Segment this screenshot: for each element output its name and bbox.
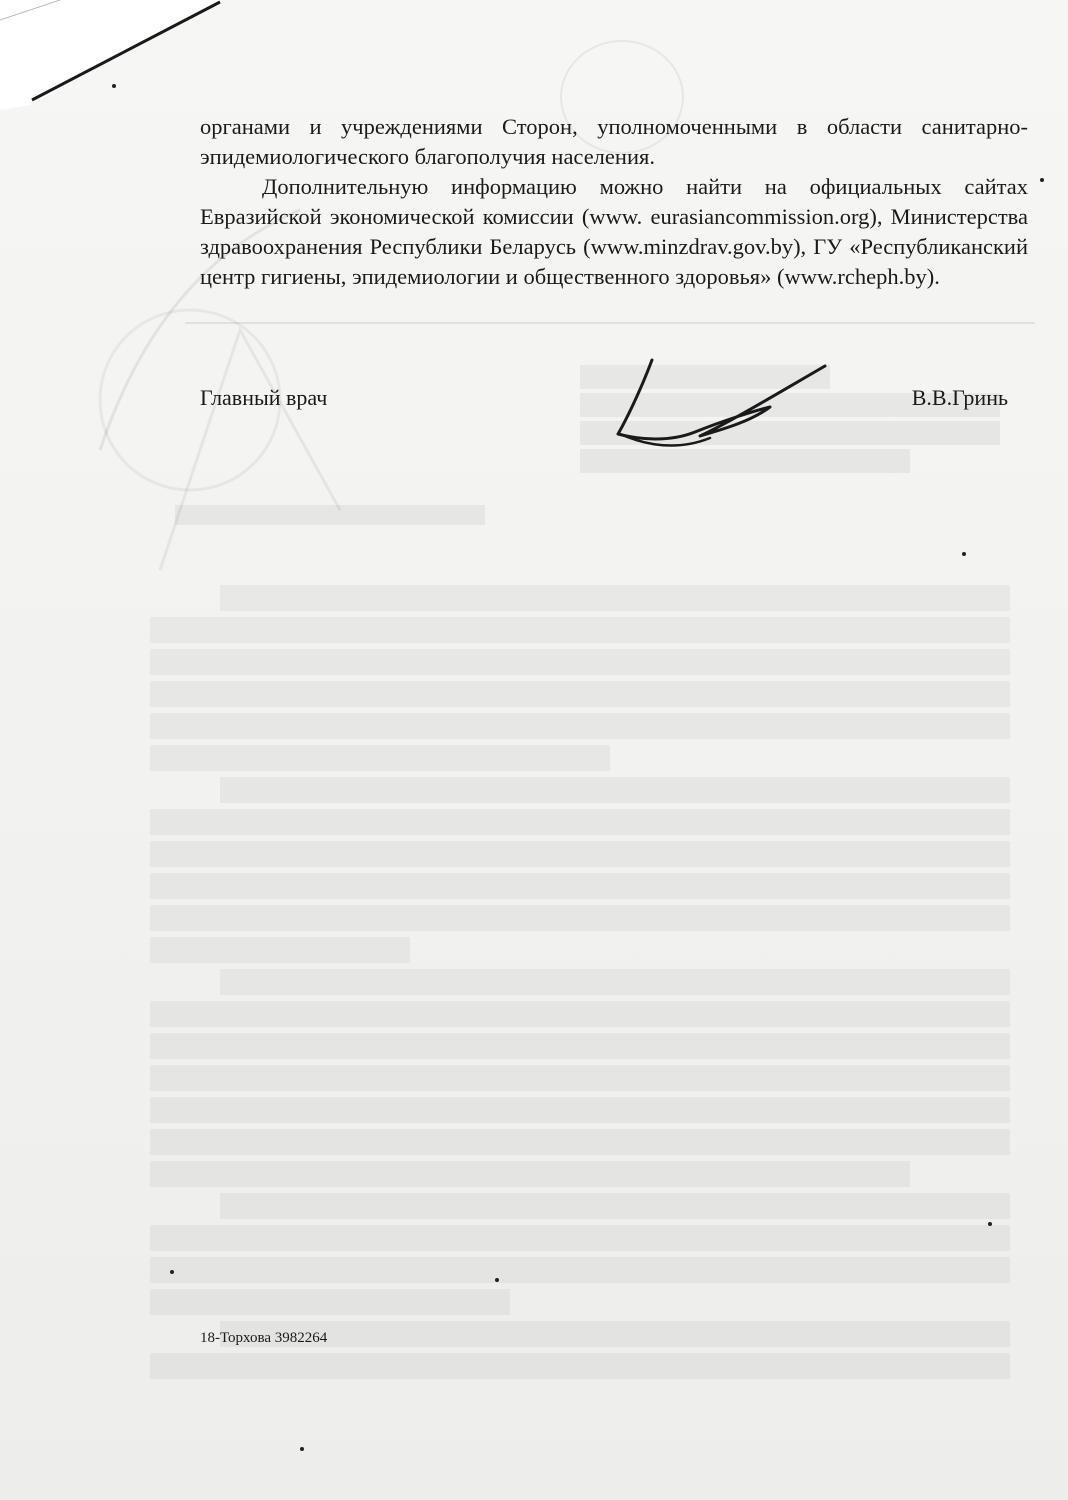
scan-speck	[112, 84, 116, 88]
scan-speck	[170, 1270, 174, 1274]
scan-speck	[1040, 178, 1044, 182]
letter-body	[200, 112, 1028, 292]
paragraph-additional-info: Дополнительную информацию можно найти на официальных сайтах Евразийской экономической комиссии (www. eurasiancommission.org), Министерства здравоохранения Республики Беларусь (www.minzdrav.gov.by), ГУ «Республиканский центр гигиены, эпидемиологии и общественного здоровья» (www.rcheph.by).	[200, 174, 1028, 289]
signatory-title: Главный врач	[200, 385, 328, 410]
paragraph-continuation: органами и учреждениями Сторон, уполномоченными в области санитарно-эпидемиологического благополучия населения.	[200, 114, 1028, 169]
scan-speck	[495, 1278, 499, 1282]
scan-speck	[962, 552, 966, 556]
bleed-subject	[175, 505, 485, 525]
handwritten-signature	[600, 352, 840, 462]
bleed-body	[150, 585, 1010, 1385]
folded-corner	[0, 0, 240, 120]
scan-speck	[988, 1222, 992, 1226]
scan-speck	[300, 1447, 304, 1451]
signatory-name: В.В.Гринь	[911, 385, 1008, 410]
executor-reference: 18-Торхова 3982264	[200, 1330, 328, 1346]
